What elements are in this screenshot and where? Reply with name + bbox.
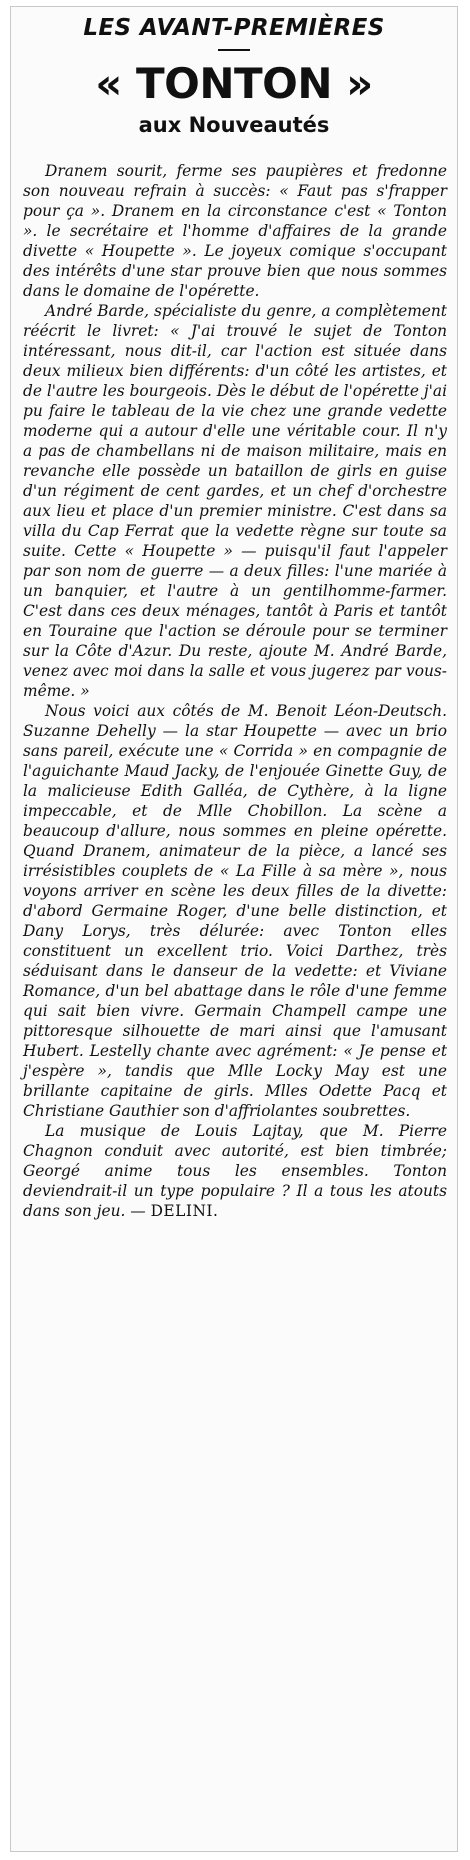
author-signature: DELINI. (150, 1202, 219, 1220)
paragraph-2: André Barde, spécialiste du genre, a complètement réécrit le livret: « J'ai trouvé le sujet de Tonton intéressant, nous dit-il, car l'action est située dans deux milieux bien différents: d'un côté les artistes, et de l'autre les bourgeois. Dès le début de l'opérette j'ai pu faire le tableau de la vie chez une grande vedette moderne qui a autour d'elle une véritable cour. Il n'y a pas de chambellans ni de maison militaire, mais en revanche elle possède un bataillon de girls en guise d'un régiment de cent gardes, et un chef d'orchestre aux lieu et place d'un premier ministre. C'est dans sa villa du Cap Ferrat que la vedette règne sur toute sa suite. Cette « Houpette » — puisqu'il faut l'appeler par son nom de guerre — a deux filles: l'une mariée à un banquier, et l'autre à un gentilhomme-farmer. C'est dans ces deux ménages, tantôt à Paris et tantôt en Touraine que l'action se déroule pour se terminer sur la Côte d'Azur. Du reste, ajoute M. André Barde, venez avec moi dans la salle et vous jugerez par vous-même. » (23, 302, 447, 700)
paragraph-3: Nous voici aux côtés de M. Benoit Léon-Deutsch. Suzanne Dehelly — la star Houpette — avec un brio sans pareil, exécute une « Corrida » en compagnie de l'aguichante Maud Jacky, de l'enjouée Ginette Guy, de la malicieuse Edith Galléa, de Cythère, à la ligne impeccable, et de Mlle Chobillon. La scène a beaucoup d'allure, nous sommes en pleine opérette. Quand Dranem, animateur de la pièce, a lancé ses irrésistibles couplets de « La Fille à sa mère », nous voyons arriver en scène les deux filles de la divette: d'abord Germaine Roger, d'une belle distinction, et Dany Lorys, très délurée: avec Tonton elles constituent un excellent trio. Voici Darthez, très séduisant dans le danseur de la vedette: et Viviane Romance, d'un bel abattage dans le rôle d'une femme qui sait bien vivre. Germain Champell campe une pittoresque silhouette de mari ainsi que l'amusant Hubert. Lestelly chante avec agrément: « Je pense et j'espère », tandis que Mlle Locky May est une brillante capitaine de girls. Mlles Odette Pacq et Christiane Gauthier son d'affriolantes soubrettes. (23, 702, 447, 1120)
paragraph-4-text: La musique de Louis Lajtay, que M. Pierre Chagnon conduit avec autorité, est bien timbrée; Georgé anime tous les ensembles. Tonton deviendrait-il un type populaire ? Il a tous les atouts dans son jeu. — (23, 1122, 447, 1220)
divider-rule (218, 49, 250, 51)
newspaper-clipping (10, 6, 458, 1852)
article-subtitle: aux Nouveautés (138, 113, 330, 137)
paragraph-1: Dranem sourit, ferme ses paupières et fredonne son nouveau refrain à succès: « Faut pas s'frapper pour ça ». Dranem en la circonstance c'est « Tonton ». le secrétaire et l'homme d'affaires de la grande divette « Houpette ». Le joyeux comique s'occupant des intérêts d'une star prouve bien que nous sommes dans le domaine de l'opérette. (23, 162, 447, 300)
article-body (23, 161, 447, 1221)
section-kicker: LES AVANT-PREMIÈRES (83, 15, 385, 41)
article-title: « TONTON » (95, 59, 373, 108)
paragraph-4 (23, 1121, 447, 1221)
